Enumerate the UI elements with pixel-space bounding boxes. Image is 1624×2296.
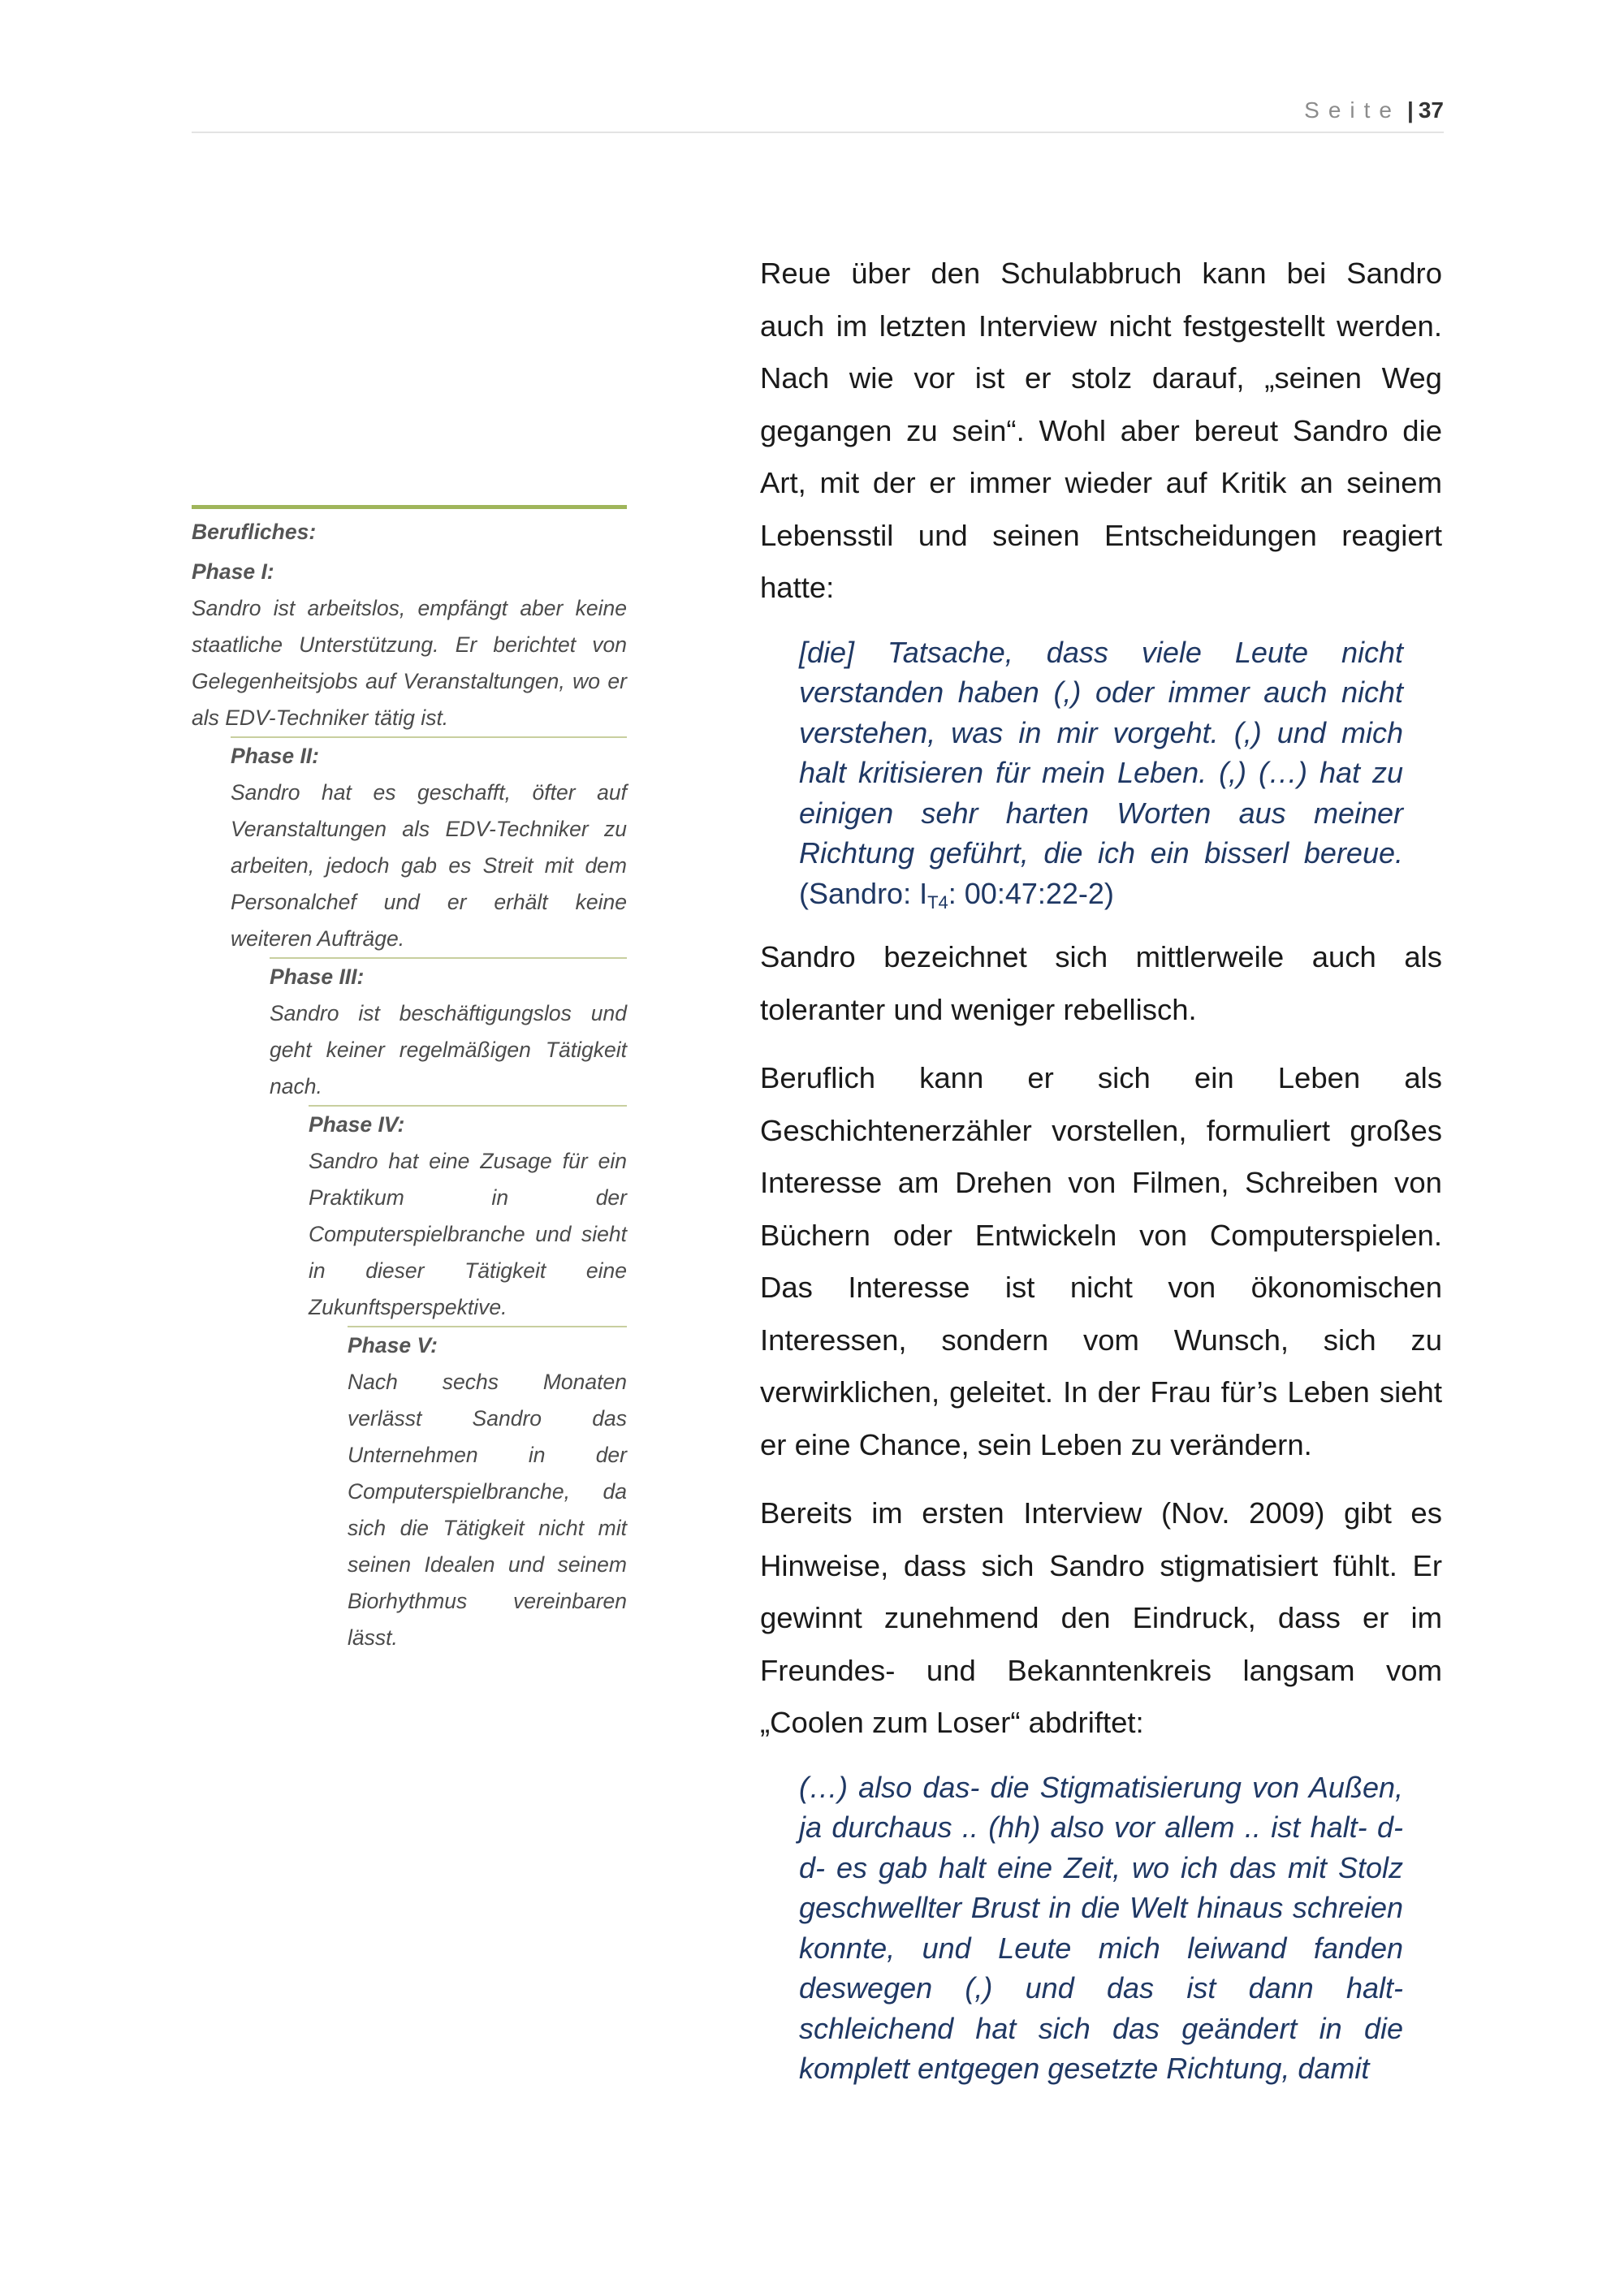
sidebar-heading: Berufliches: xyxy=(192,520,317,544)
career-sidebar xyxy=(192,505,627,1656)
phase-2 xyxy=(231,736,627,957)
interview-quote-2: (…) also das- die Stigmatisierung von Außen, ja durchaus .. (hh) also vor allem .. ist halt- d- d- es gab halt eine Zeit, wo ich das mit Stolz geschwellter Brust in die Welt hinaus schreien konnte, und Leute mich leiwand fanden deswegen (,) und das ist dann halt- schleichend hat sich das geändert in die komplett entgegen gesetzte Richtung, damit xyxy=(799,1770,1403,2085)
citation-rest: : 00:47:22-2) xyxy=(948,876,1114,910)
phase-5-text: Nach sechs Monaten verlässt Sandro das Unternehmen in der Computerspielbranche, da sich die Tätigkeit nicht mit seinen Idealen und seinem Biorhythmus vereinbaren lässt. xyxy=(348,1370,627,1650)
citation-open: (Sandro: I xyxy=(799,876,928,910)
phase-3-text: Sandro ist beschäftigungslos und geht keiner regelmäßigen Tätigkeit nach. xyxy=(270,1001,627,1098)
interview-quote-1 xyxy=(799,632,1403,914)
main-text-column xyxy=(760,248,1442,2107)
phase-3 xyxy=(270,957,627,1105)
header-separator: | xyxy=(1407,97,1414,123)
phase-4-title: Phase IV: xyxy=(309,1112,405,1137)
phase-2-text: Sandro hat es geschafft, öfter auf Veranstaltungen als EDV-Techniker zu arbeiten, jedoch gab es Streit mit dem Personalchef und er erhält keine weiteren Aufträge. xyxy=(231,780,627,951)
phase-1 xyxy=(192,554,627,736)
header-seite-label: Seite xyxy=(1304,97,1401,123)
paragraph-2: Sandro bezeichnet sich mittlerweile auch als toleranter und weniger rebellisch. xyxy=(760,940,1442,1026)
quote-1-citation xyxy=(799,876,1114,913)
paragraph-3: Beruflich kann er sich ein Leben als Geschichtenerzähler vorstellen, formuliert großes Interesse am Drehen von Filmen, Schreiben von Büchern oder Entwickeln von Computerspielen. Das Interesse ist nicht von ökonomischen Interessen, sondern vom Wunsch, sich zu verwirklichen, geleitet. In der Frau für’s Leben sieht er eine Chance, sein Leben zu verändern. xyxy=(760,1061,1442,1461)
phase-1-title: Phase I: xyxy=(192,559,274,584)
phase-5 xyxy=(348,1326,627,1656)
paragraph-4: Bereits im ersten Interview (Nov. 2009) gibt es Hinweise, dass sich Sandro stigmatisiert fühlt. Er gewinnt zunehmend den Eindruck, dass er im Freundes- und Bekanntenkreis langsam vom „Coolen zum Loser“ abdriftet: xyxy=(760,1496,1442,1739)
phase-3-title: Phase III: xyxy=(270,965,365,989)
citation-subscript: T4 xyxy=(927,891,948,913)
page-header xyxy=(192,97,1444,133)
quote-1-text: [die] Tatsache, dass viele Leute nicht verstanden haben (,) oder immer auch nicht verstehen, was in mir vorgeht. (,) und mich halt kritisieren für mein Leben. (,) (…) hat zu einigen sehr harten Worten aus meiner Richtung geführt, die ich ein bisserl bereue. xyxy=(799,635,1403,870)
phase-2-title: Phase II: xyxy=(231,744,319,768)
paragraph-1: Reue über den Schulabbruch kann bei Sandro auch im letzten Interview nicht festgestellt werden. Nach wie vor ist er stolz darauf, „seinen Weg gegangen zu sein“. Wohl aber bereut Sandro die Art, mit der er immer wieder auf Kritik an seinem Lebensstil und seinen Entscheidungen reagiert hatte: xyxy=(760,257,1442,604)
phase-4-text: Sandro hat eine Zusage für ein Praktikum in der Computerspielbranche und sieht in dieser Tätigkeit eine Zukunftsperspektive. xyxy=(309,1149,627,1319)
phase-5-title: Phase V: xyxy=(348,1333,438,1357)
page-number: 37 xyxy=(1418,97,1444,123)
phase-1-text: Sandro ist arbeitslos, empfängt aber keine staatliche Unterstützung. Er berichtet von Gelegenheitsjobs auf Veranstaltungen, wo er als EDV-Techniker tätig ist. xyxy=(192,596,627,730)
sidebar-top-rule xyxy=(192,505,627,509)
phase-4 xyxy=(309,1105,627,1326)
